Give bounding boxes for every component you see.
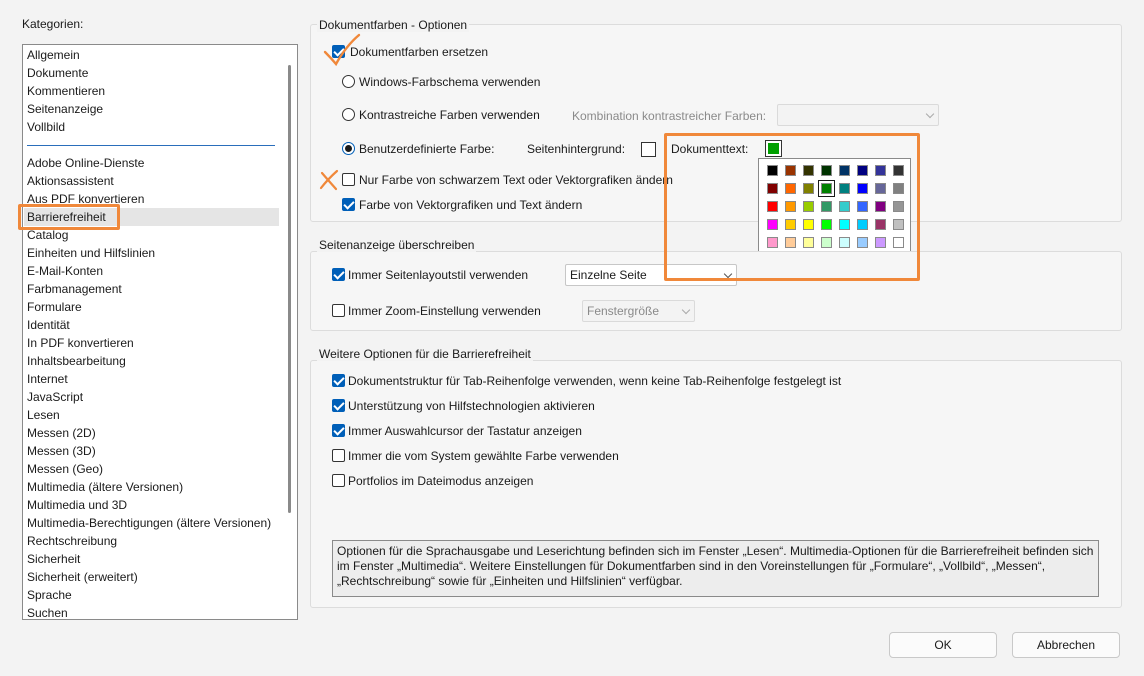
category-item[interactable]: Allgemein [27,48,80,62]
category-item[interactable]: In PDF konvertieren [27,336,134,350]
category-item[interactable]: Dokumente [27,66,89,80]
category-item[interactable]: Einheiten und Hilfslinien [27,246,156,260]
system-color-label: Immer die vom System gewählte Farbe verwenden [348,449,619,463]
category-item[interactable]: Multimedia-Berechtigungen (ältere Versionen) [27,516,272,530]
category-item[interactable]: Sicherheit [27,552,81,566]
categories-label: Kategorien: [22,17,84,31]
high-contrast-label: Kontrastreiche Farben verwenden [359,108,540,122]
annotation-cross-icon [318,169,340,191]
always-layout-label: Immer Seitenlayoutstil verwenden [348,268,529,282]
vector-and-text-label: Farbe von Vektorgrafiken und Text ändern [359,198,583,212]
always-zoom-checkbox[interactable] [332,304,345,317]
only-black-text-label: Nur Farbe von schwarzem Text oder Vektorgrafiken ändern [359,173,673,187]
accessibility-title: Weitere Optionen für die Barrierefreiheit [319,347,531,361]
only-black-text-checkbox[interactable] [342,173,355,186]
layout-select-value: Einzelne Seite [570,268,647,282]
page-background-label: Seitenhintergrund: [527,142,626,156]
document-text-label: Dokumenttext: [671,142,749,156]
category-item[interactable]: Identität [27,318,70,332]
category-item[interactable]: Barrierefreiheit [24,208,279,226]
annotation-highlight-selected-category [18,204,120,230]
page-display-title: Seitenanzeige überschreiben [319,238,475,252]
assistive-tech-checkbox[interactable] [332,399,345,412]
high-contrast-combo-label: Kombination kontrastreicher Farben: [572,109,767,123]
always-layout-checkbox[interactable] [332,268,345,281]
category-item[interactable]: Aus PDF konvertieren [27,192,145,206]
annotation-highlight-palette [664,133,920,281]
zoom-select-value: Fenstergröße [587,304,660,318]
custom-color-label: Benutzerdefinierte Farbe: [359,142,495,156]
doc-colors-title: Dokumentfarben - Optionen [319,18,468,32]
keyboard-cursor-label: Immer Auswahlcursor der Tastatur anzeigen [348,424,582,438]
tab-order-checkbox[interactable] [332,374,345,387]
category-item[interactable]: Aktionsassistent [27,174,114,188]
category-item[interactable]: Farbmanagement [27,282,122,296]
category-item[interactable]: Seitenanzeige [27,102,104,116]
categories-scrollbar[interactable] [288,65,291,513]
category-item[interactable]: Lesen [27,408,60,422]
info-line-2: im Fenster „Multimedia“. Weitere Einstellungen für Dokumentfarben sind in den Voreinstellungen für „Formulare“, „Vollbild“, „Messen“, [337,559,1046,573]
info-line-3: „Rechtschreibung“ sowie für „Einheiten und Hilfslinien“ verfügbar. [337,574,683,588]
chevron-down-icon [926,110,934,118]
ok-button[interactable]: OK [889,632,997,658]
system-color-checkbox[interactable] [332,449,345,462]
cancel-button[interactable]: Abbrechen [1012,632,1120,658]
annotation-checkmark-icon [322,32,362,68]
assistive-tech-label: Unterstützung von Hilfstechnologien aktivieren [348,399,595,413]
category-item[interactable]: Adobe Online-Dienste [27,156,145,170]
portfolios-checkbox[interactable] [332,474,345,487]
category-item[interactable]: JavaScript [27,390,84,404]
category-item[interactable]: Multimedia und 3D [27,498,128,512]
category-item[interactable]: Sicherheit (erweitert) [27,570,138,584]
vector-and-text-checkbox[interactable] [342,198,355,211]
high-contrast-combo-select[interactable] [777,104,939,126]
category-item[interactable]: Rechtschreibung [27,534,118,548]
windows-scheme-label: Windows-Farbschema verwenden [359,75,541,89]
category-item[interactable]: Messen (3D) [27,444,96,458]
tab-order-label: Dokumentstruktur für Tab-Reihenfolge verwenden, wenn keine Tab-Reihenfolge festgelegt ist [348,374,842,388]
replace-colors-label: Dokumentfarben ersetzen [350,45,489,59]
category-item[interactable]: Suchen [27,606,68,620]
high-contrast-radio[interactable] [342,108,355,121]
info-text-box [332,540,1099,597]
custom-color-radio[interactable] [342,142,355,155]
category-item[interactable]: Sprache [27,588,72,602]
category-item[interactable]: Inhaltsbearbeitung [27,354,126,368]
categories-separator [27,145,275,146]
always-zoom-label: Immer Zoom-Einstellung verwenden [348,304,541,318]
category-item[interactable]: Internet [27,372,68,386]
category-item[interactable]: Messen (2D) [27,426,96,440]
category-item[interactable]: Kommentieren [27,84,106,98]
category-item[interactable]: Vollbild [27,120,66,134]
category-item[interactable]: Messen (Geo) [27,462,104,476]
zoom-select[interactable] [582,300,695,322]
chevron-down-icon [682,306,690,314]
keyboard-cursor-checkbox[interactable] [332,424,345,437]
category-item[interactable]: E-Mail-Konten [27,264,104,278]
portfolios-label: Portfolios im Dateimodus anzeigen [348,474,534,488]
category-item[interactable]: Formulare [27,300,82,314]
categories-list[interactable] [22,44,298,620]
category-item[interactable]: Catalog [27,228,69,242]
page-background-color-button[interactable] [641,142,656,157]
info-line-1: Optionen für die Sprachausgabe und Leserichtung befinden sich im Fenster „Lesen“. Multimedia-Optionen für die Barrierefreiheit befinden sich [337,544,1094,558]
category-item[interactable]: Multimedia (ältere Versionen) [27,480,184,494]
windows-scheme-radio[interactable] [342,75,355,88]
